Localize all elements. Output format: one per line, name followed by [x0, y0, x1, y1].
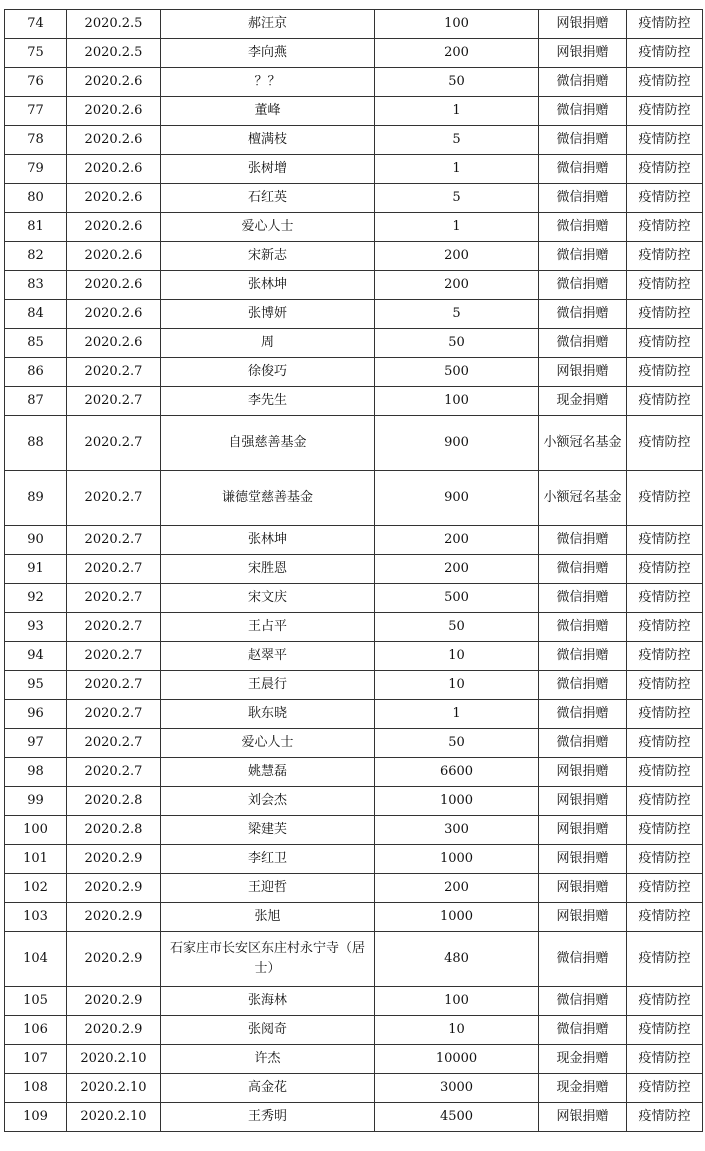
table-row — [5, 155, 703, 184]
row-number: 93 — [5, 613, 67, 642]
donation-method: 现金捐赠 — [539, 1045, 627, 1074]
donation-method: 网银捐赠 — [539, 845, 627, 874]
table-row — [5, 671, 703, 700]
table-row — [5, 555, 703, 584]
donation-date: 2020.2.7 — [67, 471, 161, 526]
donation-method: 微信捐赠 — [539, 242, 627, 271]
donation-date: 2020.2.7 — [67, 358, 161, 387]
table-row — [5, 329, 703, 358]
table-row — [5, 387, 703, 416]
donation-amount: 480 — [375, 932, 539, 987]
donor-name: ？？ — [161, 68, 375, 97]
donation-amount: 10000 — [375, 1045, 539, 1074]
donation-amount: 1 — [375, 155, 539, 184]
table-row — [5, 874, 703, 903]
row-number: 74 — [5, 10, 67, 39]
donation-amount: 50 — [375, 68, 539, 97]
row-number: 90 — [5, 526, 67, 555]
donor-name: 宋文庆 — [161, 584, 375, 613]
table-row — [5, 816, 703, 845]
donation-date: 2020.2.9 — [67, 987, 161, 1016]
table-row — [5, 68, 703, 97]
donation-date: 2020.2.7 — [67, 758, 161, 787]
donation-amount: 900 — [375, 416, 539, 471]
donor-name: 爱心人士 — [161, 729, 375, 758]
table-row — [5, 242, 703, 271]
row-number: 89 — [5, 471, 67, 526]
table-row — [5, 358, 703, 387]
donation-date: 2020.2.9 — [67, 1016, 161, 1045]
donation-purpose: 疫情防控 — [627, 329, 703, 358]
donation-amount: 1 — [375, 213, 539, 242]
table-row — [5, 184, 703, 213]
donation-date: 2020.2.7 — [67, 387, 161, 416]
donation-purpose: 疫情防控 — [627, 729, 703, 758]
table-row — [5, 903, 703, 932]
donation-method: 微信捐赠 — [539, 155, 627, 184]
donor-name: 李先生 — [161, 387, 375, 416]
donation-amount: 1000 — [375, 903, 539, 932]
donation-method: 网银捐赠 — [539, 874, 627, 903]
row-number: 106 — [5, 1016, 67, 1045]
donor-name: 王迎哲 — [161, 874, 375, 903]
donation-purpose: 疫情防控 — [627, 184, 703, 213]
donation-amount: 200 — [375, 555, 539, 584]
donation-method: 微信捐赠 — [539, 329, 627, 358]
donation-amount: 100 — [375, 10, 539, 39]
table-row — [5, 97, 703, 126]
table-row — [5, 526, 703, 555]
donation-purpose: 疫情防控 — [627, 1016, 703, 1045]
donor-name: 李红卫 — [161, 845, 375, 874]
table-row — [5, 300, 703, 329]
donor-name: 宋胜恩 — [161, 555, 375, 584]
donor-name: 李向燕 — [161, 39, 375, 68]
row-number: 98 — [5, 758, 67, 787]
donation-method: 微信捐赠 — [539, 1016, 627, 1045]
table-row — [5, 471, 703, 526]
row-number: 87 — [5, 387, 67, 416]
donation-purpose: 疫情防控 — [627, 10, 703, 39]
donor-name: 张林坤 — [161, 271, 375, 300]
donation-amount: 6600 — [375, 758, 539, 787]
donation-method: 网银捐赠 — [539, 758, 627, 787]
row-number: 91 — [5, 555, 67, 584]
donation-date: 2020.2.9 — [67, 845, 161, 874]
donation-amount: 4500 — [375, 1103, 539, 1132]
table-row — [5, 271, 703, 300]
donation-method: 微信捐赠 — [539, 68, 627, 97]
table-row — [5, 642, 703, 671]
donor-name: 石家庄市长安区东庄村永宁寺（居士） — [161, 932, 375, 987]
donation-amount: 5 — [375, 184, 539, 213]
donor-name: 张林坤 — [161, 526, 375, 555]
donor-name: 王占平 — [161, 613, 375, 642]
donation-purpose: 疫情防控 — [627, 987, 703, 1016]
donation-amount: 5 — [375, 300, 539, 329]
donation-date: 2020.2.9 — [67, 932, 161, 987]
donation-date: 2020.2.9 — [67, 874, 161, 903]
donation-amount: 300 — [375, 816, 539, 845]
donation-date: 2020.2.8 — [67, 816, 161, 845]
donation-date: 2020.2.6 — [67, 68, 161, 97]
donation-date: 2020.2.7 — [67, 555, 161, 584]
donation-amount: 200 — [375, 526, 539, 555]
donor-name: 梁建芙 — [161, 816, 375, 845]
donation-date: 2020.2.10 — [67, 1103, 161, 1132]
donation-date: 2020.2.8 — [67, 787, 161, 816]
donation-method: 小额冠名基金 — [539, 471, 627, 526]
row-number: 88 — [5, 416, 67, 471]
donation-purpose: 疫情防控 — [627, 671, 703, 700]
row-number: 86 — [5, 358, 67, 387]
row-number: 78 — [5, 126, 67, 155]
donation-date: 2020.2.9 — [67, 903, 161, 932]
row-number: 109 — [5, 1103, 67, 1132]
donation-purpose: 疫情防控 — [627, 874, 703, 903]
donation-amount: 500 — [375, 358, 539, 387]
donor-name: 自强慈善基金 — [161, 416, 375, 471]
table-row — [5, 126, 703, 155]
donation-purpose: 疫情防控 — [627, 1045, 703, 1074]
donation-date: 2020.2.7 — [67, 584, 161, 613]
donation-method: 微信捐赠 — [539, 613, 627, 642]
row-number: 100 — [5, 816, 67, 845]
donation-purpose: 疫情防控 — [627, 758, 703, 787]
donation-purpose: 疫情防控 — [627, 584, 703, 613]
donation-purpose: 疫情防控 — [627, 932, 703, 987]
donor-name: 姚慧磊 — [161, 758, 375, 787]
donation-amount: 50 — [375, 729, 539, 758]
donation-method: 微信捐赠 — [539, 584, 627, 613]
donation-amount: 10 — [375, 671, 539, 700]
table-row — [5, 1016, 703, 1045]
row-number: 96 — [5, 700, 67, 729]
table-row — [5, 10, 703, 39]
donation-date: 2020.2.7 — [67, 416, 161, 471]
donation-date: 2020.2.6 — [67, 329, 161, 358]
donation-date: 2020.2.5 — [67, 10, 161, 39]
donation-amount: 1 — [375, 700, 539, 729]
donation-purpose: 疫情防控 — [627, 97, 703, 126]
donor-name: 张旭 — [161, 903, 375, 932]
donation-amount: 200 — [375, 39, 539, 68]
table-row — [5, 584, 703, 613]
donation-date: 2020.2.6 — [67, 184, 161, 213]
donation-method: 微信捐赠 — [539, 126, 627, 155]
donation-amount: 1000 — [375, 787, 539, 816]
donation-purpose: 疫情防控 — [627, 242, 703, 271]
donor-name: 张阅奇 — [161, 1016, 375, 1045]
donation-date: 2020.2.7 — [67, 671, 161, 700]
donation-date: 2020.2.7 — [67, 729, 161, 758]
donation-purpose: 疫情防控 — [627, 271, 703, 300]
donation-method: 微信捐赠 — [539, 932, 627, 987]
row-number: 79 — [5, 155, 67, 184]
donor-name: 檀满枝 — [161, 126, 375, 155]
donation-purpose: 疫情防控 — [627, 68, 703, 97]
donation-purpose: 疫情防控 — [627, 387, 703, 416]
row-number: 81 — [5, 213, 67, 242]
donation-amount: 10 — [375, 642, 539, 671]
donation-amount: 500 — [375, 584, 539, 613]
row-number: 97 — [5, 729, 67, 758]
row-number: 77 — [5, 97, 67, 126]
table-row — [5, 416, 703, 471]
donation-method: 网银捐赠 — [539, 816, 627, 845]
donation-amount: 3000 — [375, 1074, 539, 1103]
donation-method: 现金捐赠 — [539, 1074, 627, 1103]
donation-amount: 10 — [375, 1016, 539, 1045]
table-row — [5, 845, 703, 874]
donation-method: 微信捐赠 — [539, 213, 627, 242]
donation-date: 2020.2.7 — [67, 642, 161, 671]
donor-name: 耿东晓 — [161, 700, 375, 729]
donation-method: 微信捐赠 — [539, 184, 627, 213]
donor-name: 爱心人士 — [161, 213, 375, 242]
donation-table — [4, 9, 703, 1132]
donation-purpose: 疫情防控 — [627, 126, 703, 155]
donation-amount: 5 — [375, 126, 539, 155]
donation-amount: 200 — [375, 874, 539, 903]
row-number: 92 — [5, 584, 67, 613]
donation-purpose: 疫情防控 — [627, 526, 703, 555]
donation-method: 微信捐赠 — [539, 642, 627, 671]
donor-name: 王晨行 — [161, 671, 375, 700]
donation-amount: 900 — [375, 471, 539, 526]
table-row — [5, 987, 703, 1016]
donor-name: 张博妍 — [161, 300, 375, 329]
row-number: 80 — [5, 184, 67, 213]
donation-purpose: 疫情防控 — [627, 1074, 703, 1103]
donation-date: 2020.2.7 — [67, 700, 161, 729]
donation-method: 网银捐赠 — [539, 1103, 627, 1132]
donation-method: 微信捐赠 — [539, 97, 627, 126]
donation-purpose: 疫情防控 — [627, 39, 703, 68]
donation-method: 网银捐赠 — [539, 903, 627, 932]
donation-purpose: 疫情防控 — [627, 642, 703, 671]
donation-purpose: 疫情防控 — [627, 787, 703, 816]
donation-purpose: 疫情防控 — [627, 416, 703, 471]
donation-method: 微信捐赠 — [539, 700, 627, 729]
donor-name: 刘会杰 — [161, 787, 375, 816]
donor-name: 张海林 — [161, 987, 375, 1016]
donation-purpose: 疫情防控 — [627, 555, 703, 584]
donation-table-body — [5, 10, 703, 1132]
row-number: 85 — [5, 329, 67, 358]
donation-date: 2020.2.6 — [67, 300, 161, 329]
table-row — [5, 700, 703, 729]
donation-date: 2020.2.6 — [67, 97, 161, 126]
donor-name: 董峰 — [161, 97, 375, 126]
table-row — [5, 729, 703, 758]
row-number: 94 — [5, 642, 67, 671]
donation-method: 微信捐赠 — [539, 271, 627, 300]
donation-method: 网银捐赠 — [539, 39, 627, 68]
donation-amount: 50 — [375, 329, 539, 358]
row-number: 82 — [5, 242, 67, 271]
donation-method: 微信捐赠 — [539, 729, 627, 758]
donation-method: 网银捐赠 — [539, 787, 627, 816]
donation-date: 2020.2.5 — [67, 39, 161, 68]
row-number: 83 — [5, 271, 67, 300]
donor-name: 周 — [161, 329, 375, 358]
donation-amount: 200 — [375, 242, 539, 271]
row-number: 99 — [5, 787, 67, 816]
table-row — [5, 787, 703, 816]
row-number: 101 — [5, 845, 67, 874]
donation-date: 2020.2.6 — [67, 155, 161, 184]
donation-purpose: 疫情防控 — [627, 700, 703, 729]
table-row — [5, 213, 703, 242]
donor-name: 张树增 — [161, 155, 375, 184]
donation-method: 微信捐赠 — [539, 555, 627, 584]
donation-method: 微信捐赠 — [539, 671, 627, 700]
table-row — [5, 613, 703, 642]
table-row — [5, 1045, 703, 1074]
donation-purpose: 疫情防控 — [627, 155, 703, 184]
table-row — [5, 1074, 703, 1103]
donation-date: 2020.2.10 — [67, 1074, 161, 1103]
donation-purpose: 疫情防控 — [627, 613, 703, 642]
donation-date: 2020.2.6 — [67, 242, 161, 271]
donation-date: 2020.2.10 — [67, 1045, 161, 1074]
donation-purpose: 疫情防控 — [627, 1103, 703, 1132]
row-number: 84 — [5, 300, 67, 329]
donation-date: 2020.2.7 — [67, 526, 161, 555]
row-number: 107 — [5, 1045, 67, 1074]
donation-method: 现金捐赠 — [539, 387, 627, 416]
donation-amount: 200 — [375, 271, 539, 300]
table-row — [5, 39, 703, 68]
donation-purpose: 疫情防控 — [627, 816, 703, 845]
donor-name: 许杰 — [161, 1045, 375, 1074]
donation-purpose: 疫情防控 — [627, 845, 703, 874]
row-number: 76 — [5, 68, 67, 97]
donation-amount: 100 — [375, 387, 539, 416]
row-number: 103 — [5, 903, 67, 932]
row-number: 75 — [5, 39, 67, 68]
donor-name: 谦德堂慈善基金 — [161, 471, 375, 526]
donation-method: 微信捐赠 — [539, 526, 627, 555]
donor-name: 石红英 — [161, 184, 375, 213]
donor-name: 宋新志 — [161, 242, 375, 271]
donation-method: 小额冠名基金 — [539, 416, 627, 471]
donation-method: 微信捐赠 — [539, 300, 627, 329]
donation-amount: 1 — [375, 97, 539, 126]
row-number: 104 — [5, 932, 67, 987]
donor-name: 高金花 — [161, 1074, 375, 1103]
donation-purpose: 疫情防控 — [627, 903, 703, 932]
table-row — [5, 758, 703, 787]
row-number: 95 — [5, 671, 67, 700]
donor-name: 郝汪京 — [161, 10, 375, 39]
donation-method: 微信捐赠 — [539, 987, 627, 1016]
donation-date: 2020.2.7 — [67, 613, 161, 642]
donation-date: 2020.2.6 — [67, 213, 161, 242]
donation-purpose: 疫情防控 — [627, 213, 703, 242]
donor-name: 王秀明 — [161, 1103, 375, 1132]
row-number: 108 — [5, 1074, 67, 1103]
donation-purpose: 疫情防控 — [627, 471, 703, 526]
donor-name: 徐俊巧 — [161, 358, 375, 387]
donation-purpose: 疫情防控 — [627, 358, 703, 387]
donation-amount: 100 — [375, 987, 539, 1016]
donation-amount: 50 — [375, 613, 539, 642]
donation-date: 2020.2.6 — [67, 126, 161, 155]
donation-amount: 1000 — [375, 845, 539, 874]
row-number: 102 — [5, 874, 67, 903]
donation-method: 网银捐赠 — [539, 10, 627, 39]
donation-purpose: 疫情防控 — [627, 300, 703, 329]
table-row — [5, 932, 703, 987]
donor-name: 赵翠平 — [161, 642, 375, 671]
row-number: 105 — [5, 987, 67, 1016]
table-row — [5, 1103, 703, 1132]
donation-method: 网银捐赠 — [539, 358, 627, 387]
donation-date: 2020.2.6 — [67, 271, 161, 300]
